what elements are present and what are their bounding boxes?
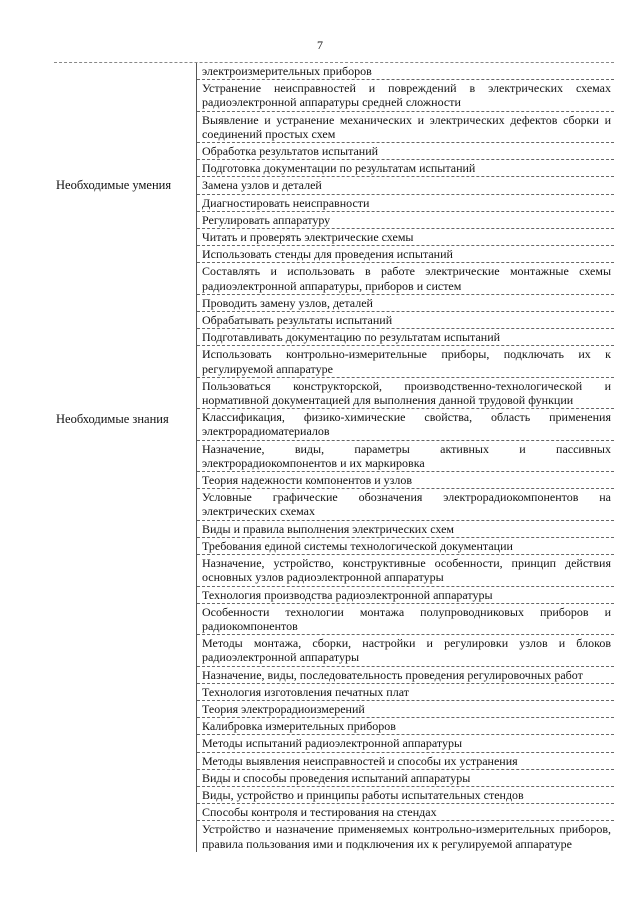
table-row: Требования единой системы технологической документации [197, 537, 614, 554]
table-row: Читать и проверять электрические схемы [197, 228, 614, 245]
table-row: Технология производства радиоэлектронной аппаратуры [197, 586, 614, 603]
table-row: Методы испытаний радиоэлектронной аппаратуры [197, 734, 614, 751]
table-row: Замена узлов и деталей [197, 176, 614, 193]
table-row: Использовать контрольно-измерительные приборы, подключать их к регулируемой аппаратуре [197, 345, 614, 376]
table-row: Способы контроля и тестирования на стендах [197, 803, 614, 820]
section-knowledge [54, 408, 614, 851]
table-row: Регулировать аппаратуру [197, 211, 614, 228]
skills-items [196, 194, 614, 409]
table-row: Использовать стенды для проведения испытаний [197, 245, 614, 262]
table-row: Устранение неисправностей и повреждений в электрических схемах радиоэлектронной аппаратуры средней сложности [197, 79, 614, 110]
table-row: Виды, устройство и принципы работы испытательных стендов [197, 786, 614, 803]
table-row: Особенности технологии монтажа полупроводниковых приборов и радиокомпонентов [197, 603, 614, 634]
labor-actions-items [196, 63, 614, 194]
table-row: Теория электрорадиоизмерений [197, 700, 614, 717]
table-row: Устройство и назначение применяемых контрольно-измерительных приборов, правила пользования ими и подключения их к регулируемой аппаратуре [197, 820, 614, 851]
table-row: Технология изготовления печатных плат [197, 683, 614, 700]
table-row: Диагностировать неисправности [197, 194, 614, 211]
table-row: Виды и способы проведения испытаний аппаратуры [197, 769, 614, 786]
table-row: Калибровка измерительных приборов [197, 717, 614, 734]
table-row: Пользоваться конструкторской, производственно-технологической и нормативной документацией для выполнения данной трудовой функции [197, 377, 614, 408]
table-row: Назначение, виды, последовательность проведения регулировочных работ [197, 666, 614, 683]
table-row: Классификация, физико-химические свойства, область применения электрорадиоматериалов [197, 408, 614, 439]
section-label-skills: Необходимые умения [56, 177, 172, 192]
table-row: Обрабатывать результаты испытаний [197, 311, 614, 328]
table-row: Подготовка документации по результатам испытаний [197, 159, 614, 176]
table-row: Методы выявления неисправностей и способы их устранения [197, 752, 614, 769]
table-row: Назначение, виды, параметры активных и пассивных электрорадиокомпонентов и их маркировка [197, 440, 614, 471]
section-label-knowledge: Необходимые знания [56, 412, 169, 427]
table-row: Назначение, устройство, конструктивные особенности, принцип действия основных узлов радиоэлектронной аппаратуры [197, 554, 614, 585]
table-row: Проводить замену узлов, деталей [197, 294, 614, 311]
section-labor-actions [54, 63, 614, 194]
table-row: Составлять и использовать в работе электрические монтажные схемы радиоэлектронной аппаратуры, приборов и систем [197, 262, 614, 293]
table-row: Подготавливать документацию по результатам испытаний [197, 328, 614, 345]
table-row: Обработка результатов испытаний [197, 142, 614, 159]
knowledge-items [196, 408, 614, 851]
requirements-table [54, 62, 614, 852]
table-row: электроизмерительных приборов [202, 64, 372, 78]
table-row: Методы монтажа, сборки, настройки и регулировки узлов и блоков радиоэлектронной аппаратуры [197, 634, 614, 665]
table-row: Условные графические обозначения электрорадиокомпонентов на электрических схемах [197, 488, 614, 519]
table-row: Выявление и устранение механических и электрических дефектов сборки и соединений простых схем [197, 111, 614, 142]
page-number: 7 [317, 38, 323, 52]
table-row: Теория надежности компонентов и узлов [197, 471, 614, 488]
table-row: Виды и правила выполнения электрических схем [197, 520, 614, 537]
